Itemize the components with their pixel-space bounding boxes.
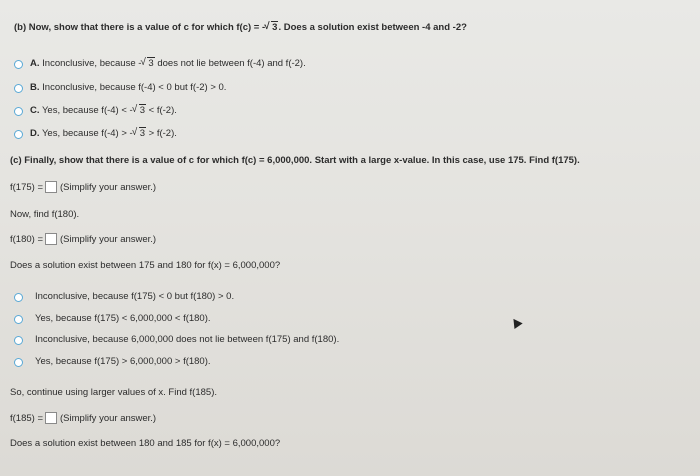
radio-option-a[interactable]	[14, 60, 23, 69]
sqrt-symbol	[133, 105, 146, 116]
radio-c-option-2[interactable]	[14, 315, 23, 324]
option-b-text: Inconclusive, because f(-4) < 0 but f(-2) > 0.	[42, 82, 227, 93]
c-option-4[interactable]: Yes, because f(175) > 6,000,000 > f(180).	[35, 356, 211, 367]
f180-answer-input[interactable]	[45, 233, 57, 245]
option-c-text-end: < f(-2).	[146, 105, 177, 116]
option-d-text: Yes, because f(-4) > -	[41, 128, 133, 139]
simplify-hint: (Simplify your answer.)	[60, 413, 157, 424]
simplify-hint: (Simplify your answer.)	[60, 234, 157, 245]
option-b-letter: B.	[30, 82, 40, 93]
final-question: Does a solution exist between 180 and 185 for f(x) = 6,000,000?	[10, 438, 281, 449]
radicand: 3	[148, 58, 154, 69]
radicand: 3	[272, 22, 278, 33]
part-c-question: (c) Finally, show that there is a value of c for which f(c) = 6,000,000. Start with a large x-value. In this case, use 175. Find f(175).	[10, 155, 580, 166]
f185-answer-input[interactable]	[45, 412, 57, 424]
continue-text: So, continue using larger values of x. Find f(185).	[10, 387, 218, 398]
radio-c-option-4[interactable]	[14, 358, 23, 367]
f175-label: f(175) =	[10, 182, 44, 193]
radicand: 3	[139, 105, 146, 116]
option-a[interactable]	[30, 58, 306, 69]
sqrt-symbol	[141, 58, 154, 69]
part-b-question	[14, 22, 467, 33]
radio-c-option-1[interactable]	[14, 293, 23, 302]
c-option-3[interactable]: Inconclusive, because 6,000,000 does not lie between f(175) and f(180).	[35, 334, 340, 345]
radio-option-c[interactable]	[14, 107, 23, 116]
sqrt-symbol	[265, 22, 278, 33]
radio-option-d[interactable]	[14, 130, 23, 139]
option-d-letter: D.	[30, 128, 40, 139]
option-c[interactable]	[30, 105, 177, 116]
mouse-cursor-icon	[509, 316, 522, 329]
option-a-letter: A.	[30, 58, 40, 69]
option-a-text: Inconclusive, because -	[42, 58, 142, 69]
f185-row	[10, 412, 156, 424]
f185-label: f(185) =	[10, 413, 44, 424]
solution-question: Does a solution exist between 175 and 180 for f(x) = 6,000,000?	[10, 260, 281, 271]
option-a-text-end: does not lie between f(-4) and f(-2).	[154, 58, 306, 69]
now-find-text: Now, find f(180).	[10, 209, 80, 220]
option-c-letter: C.	[30, 105, 40, 116]
c-option-1[interactable]: Inconclusive, because f(175) < 0 but f(180) > 0.	[35, 291, 235, 302]
radio-c-option-3[interactable]	[14, 336, 23, 345]
radio-option-b[interactable]	[14, 84, 23, 93]
option-d[interactable]	[30, 128, 177, 139]
radicand: 3	[139, 128, 146, 139]
option-d-text-end: > f(-2).	[146, 128, 177, 139]
simplify-hint: (Simplify your answer.)	[60, 182, 157, 193]
part-b-question-text: (b) Now, show that there is a value of c for which f(c) = -	[14, 22, 266, 33]
f180-label: f(180) =	[10, 234, 44, 245]
part-b-question-end: . Does a solution exist between -4 and -2?	[278, 22, 467, 33]
c-option-2[interactable]: Yes, because f(175) < 6,000,000 < f(180).	[35, 313, 211, 324]
f180-row	[10, 233, 156, 245]
f175-answer-input[interactable]	[45, 181, 57, 193]
option-b[interactable]	[30, 82, 226, 93]
f175-row	[10, 181, 156, 193]
option-c-text: Yes, because f(-4) < -	[41, 105, 133, 116]
sqrt-symbol	[133, 128, 146, 139]
